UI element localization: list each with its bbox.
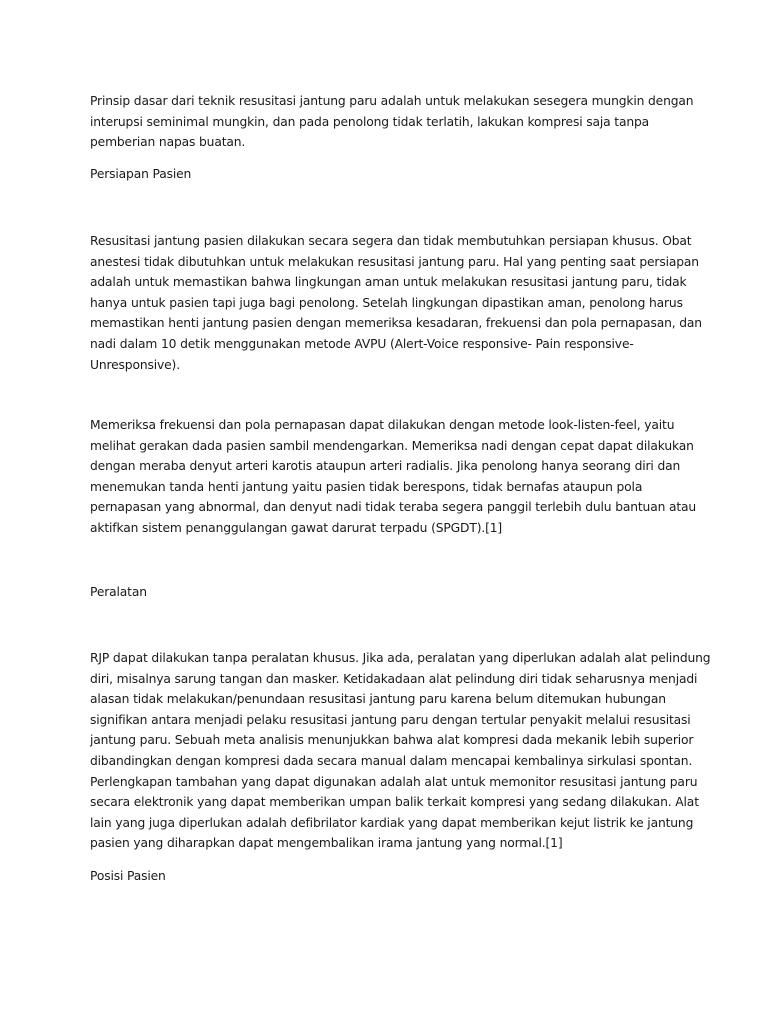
section-heading-posisi-pasien: Posisi Pasien — [90, 869, 166, 883]
intro-paragraph: Prinsip dasar dari teknik resusitasi jantung paru adalah untuk melakukan sesegera mungkin dengan interupsi seminimal mungkin, dan pada penolong tidak terlatih, lakukan kompresi saja tanpa pemberian napas buatan. — [90, 94, 694, 150]
paragraph-peralatan: RJP dapat dilakukan tanpa peralatan khusus. Jika ada, peralatan yang diperlukan adalah alat pelindung diri, misalnya sarung tangan dan masker. Ketidakadaan alat pelindung diri tidak seharusnya menjadi alasan tidak melakukan/penundaan resusitasi jantung paru karena belum ditemukan hubungan signifikan antara menjadi pelaku resusitasi jantung paru dengan tertular penyakit melalui resusitasi jantung paru. Sebuah meta analisis menunjukkan bahwa alat kompresi dada mekanik lebih superior dibandingkan dengan kompresi dada secara manual dalam mencapai kembalinya sirkulasi spontan. Perlengkapan tambahan yang dapat digunakan adalah alat untuk memonitor resusitasi jantung paru secara elektronik yang dapat memberikan umpan balik terkait kompresi yang sedang dilakukan. Alat lain yang juga diperlukan adalah defibrilator kardiak yang dapat memberikan kejut listrik ke jantung pasien yang diharapkan dapat mengembalikan irama jantung yang normal.[1] — [90, 651, 711, 851]
section-heading-persiapan-pasien: Persiapan Pasien — [90, 167, 192, 181]
paragraph-persiapan-pasien: Resusitasi jantung pasien dilakukan secara segera dan tidak membutuhkan persiapan khusus. Obat anestesi tidak dibutuhkan untuk melakukan resusitasi jantung paru. Hal yang penting saat persiapan adalah untuk memastikan bahwa lingkungan aman untuk melakukan resusitasi jantung paru, tidak hanya untuk pasien tapi juga bagi penolong. Setelah lingkungan dipastikan aman, penolong harus memastikan henti jantung pasien dengan memeriksa kesadaran, frekuensi dan pola pernapasan, dan nadi dalam 10 detik menggunakan metode AVPU (Alert-Voice responsive- Pain responsive-Unresponsive). — [90, 234, 702, 372]
paragraph-pemeriksaan: Memeriksa frekuensi dan pola pernapasan dapat dilakukan dengan metode look-listen-feel, yaitu melihat gerakan dada pasien sambil mendengarkan. Memeriksa nadi dengan cepat dapat dilakukan dengan meraba denyut arteri karotis ataupun arteri radialis. Jika penolong hanya seorang diri dan menemukan tanda henti jantung yaitu pasien tidak berespons, tidak bernafas ataupun pola pernapasan yang abnormal, dan denyut nadi tidak teraba segera panggil terlebih dulu bantuan atau aktifkan sistem penanggulangan gawat darurat terpadu (SPGDT).[1] — [90, 418, 697, 535]
section-heading-peralatan: Peralatan — [90, 585, 147, 599]
